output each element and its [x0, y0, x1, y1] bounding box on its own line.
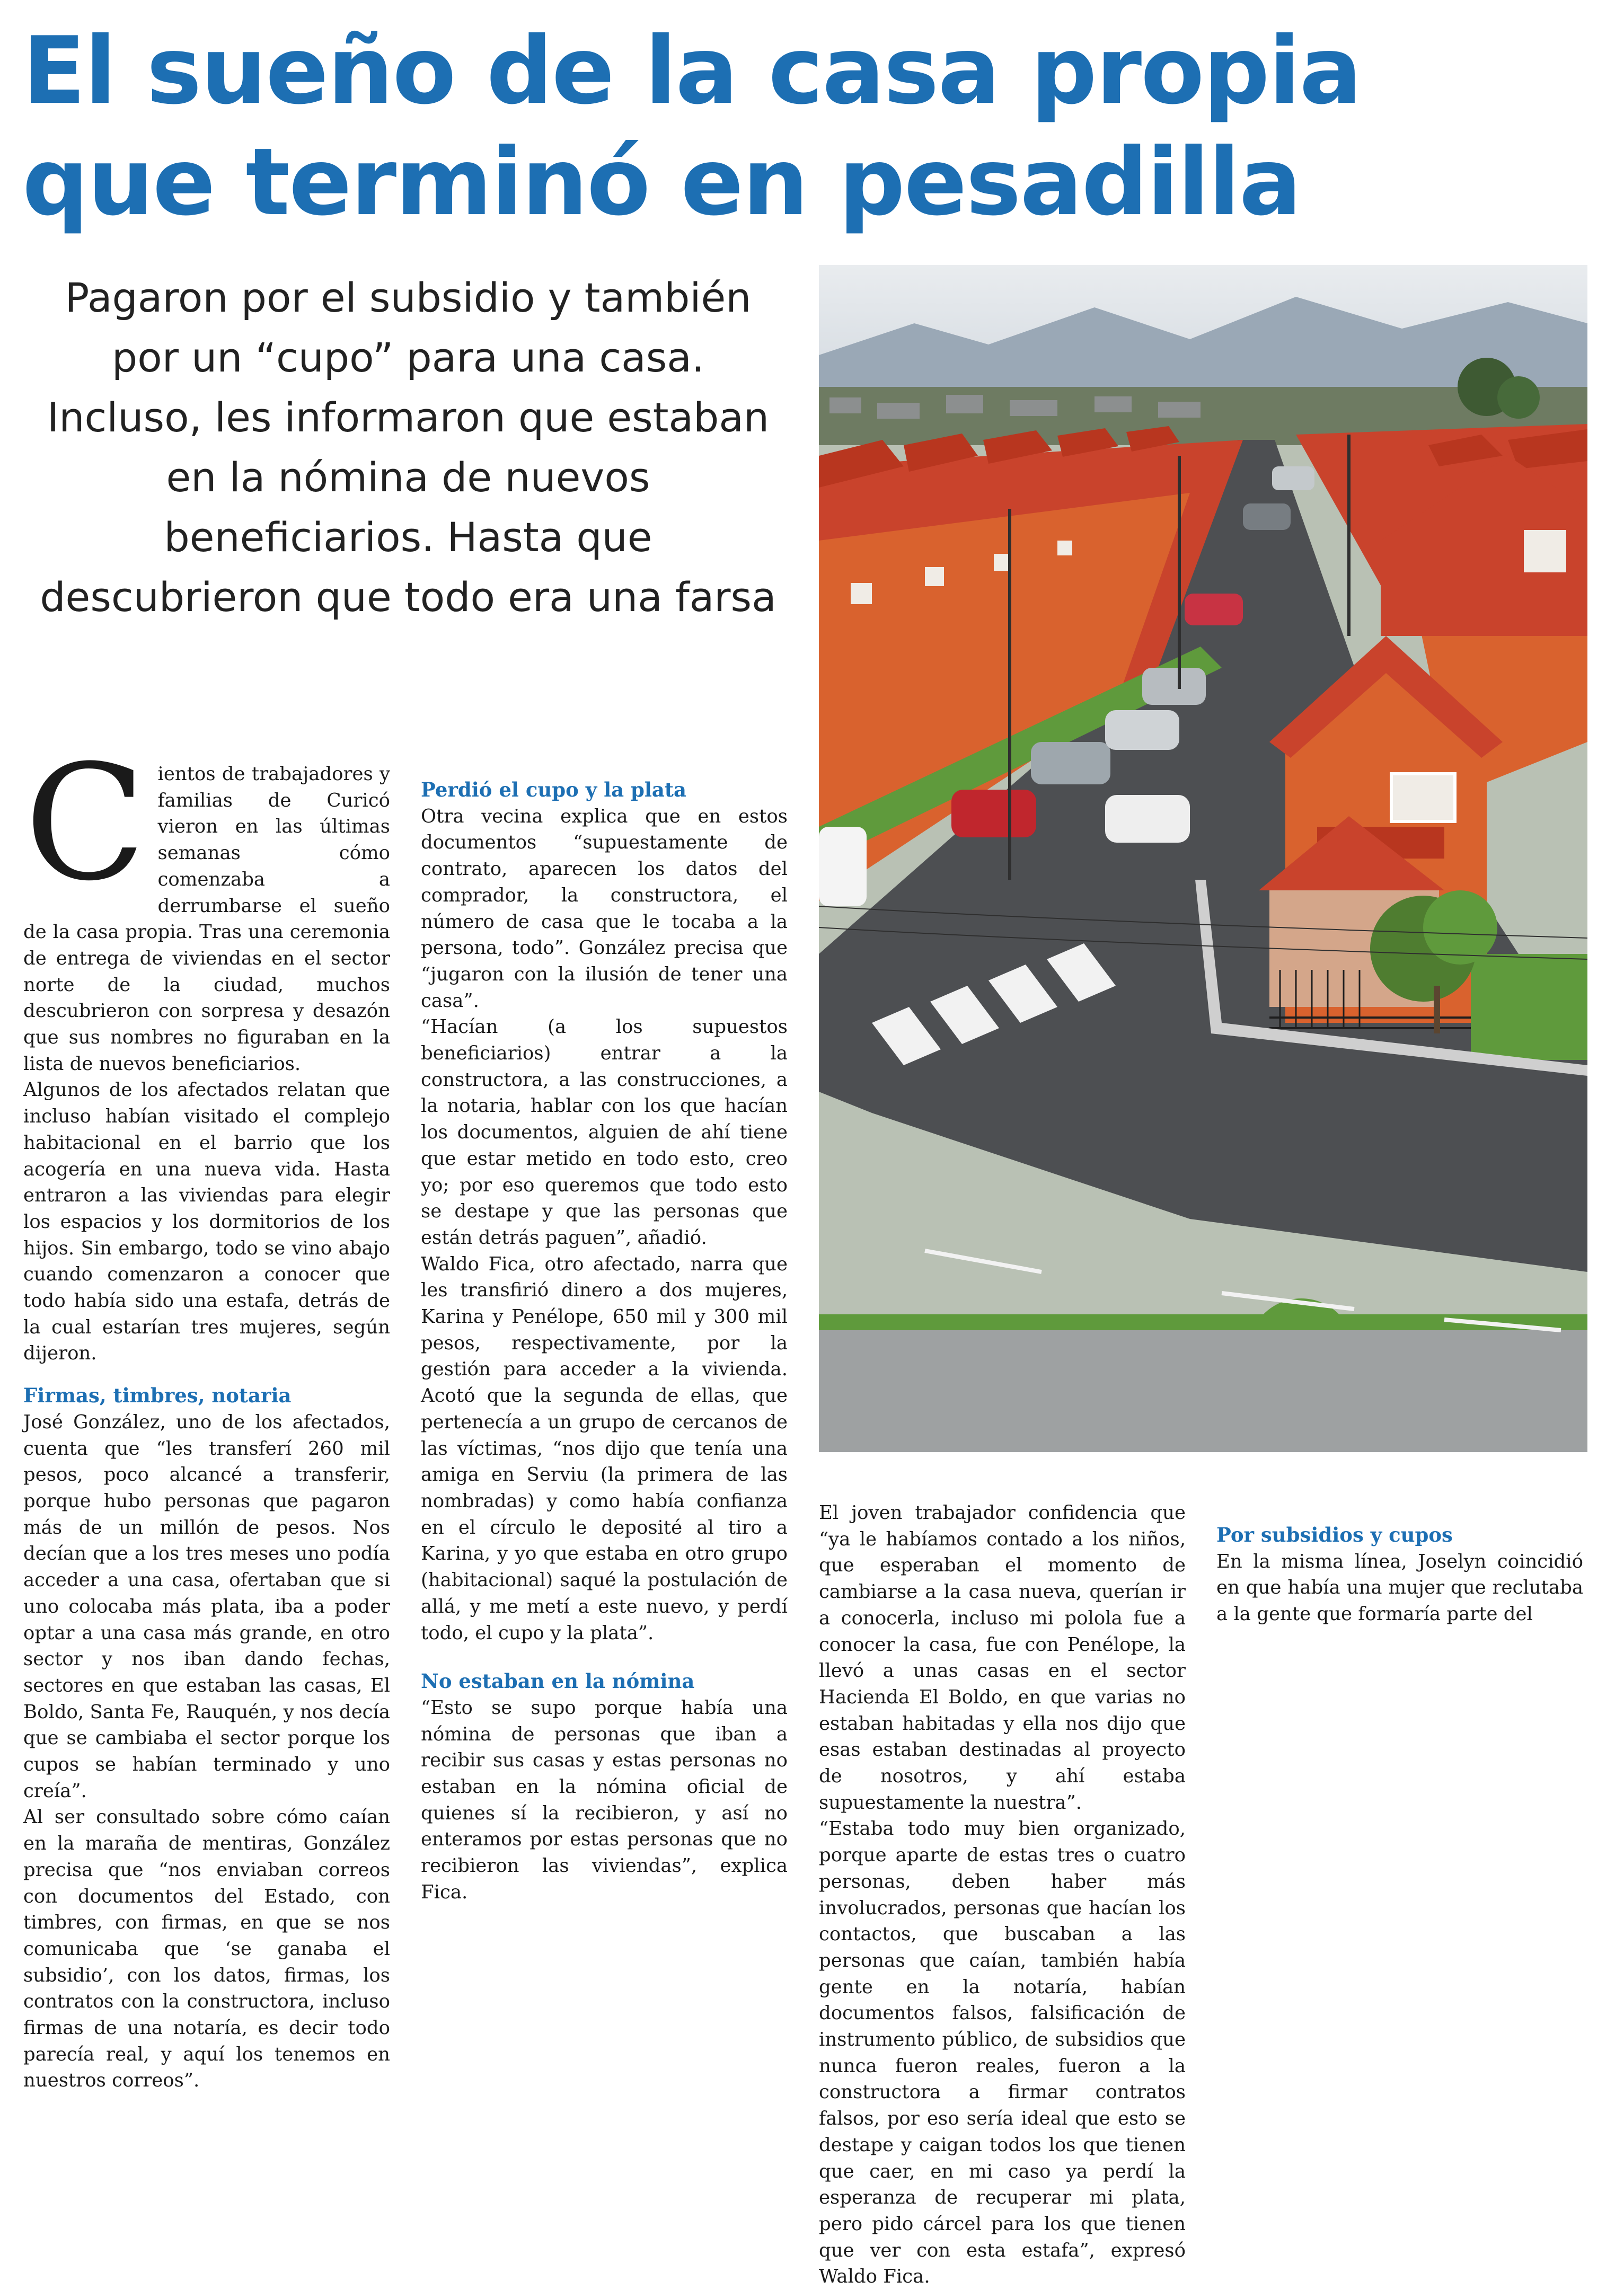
article-column-4 — [1216, 1500, 1583, 1628]
article-column-1 — [23, 731, 390, 2094]
section-heading-no-estaban: No estaban en la nómina — [421, 1669, 695, 1693]
paragraph: El joven trabajador confidencia que “ya le habíamos contado a los niños, que esperaban el momento de cambiarse a la casa nueva, querían ir a conocerla, incluso mi polola fue a conocer la casa, fue con Penélope, la llevó a unas casas en el sector Hacienda El Boldo, en que varias no estaban habitadas y ella nos dijo que esas estaban destinadas al proyecto de nosotros, y ahí estaba supuestamente la nuestra”. — [819, 1502, 1186, 1814]
paragraph: “Esto se supo porque había una nómina de personas que iban a recibir sus casas y estas personas no estaban en la nómina oficial de quienes sí la recibieron, y así no enteramos por estas personas que no recibieron las viviendas”, explica Fica. — [421, 1696, 788, 1903]
paragraph: Otra vecina explica que en estos documentos “supuestamente de contrato, aparecen los datos del comprador, la constructora, el número de casa que le tocaba a la persona, todo”. González precisa que “jugaron con la ilusión de tener una casa”. — [421, 805, 788, 1012]
paragraph: Al ser consultado sobre cómo caían en la maraña de mentiras, González precisa que “nos enviaban correos con documentos del Estado, con timbres, con firmas, en que se nos comunicaba que ‘se ganaba el subsidio’, con los datos, firmas, los contratos con la constructora, incluso firmas de una notaría, es decir todo parecía real, y aquí los tenemos en nuestros correos”. — [23, 1806, 390, 2092]
article-column-3 — [819, 1500, 1186, 2290]
intro-paragraph — [23, 731, 390, 1077]
section-heading-perdio-cupo: Perdió el cupo y la plata — [421, 778, 686, 801]
deck-subheading: Pagaron por el subsidio y también por un “cupo” para una casa. Incluso, les informaron que estaban en la nómina de nuevos beneficiarios. Hasta que descubrieron que todo era una farsa — [40, 274, 776, 621]
housing-street-illustration — [819, 265, 1587, 1452]
article-photo — [819, 265, 1587, 1452]
headline-line-2: que terminó en pesadilla — [22, 129, 1301, 236]
paragraph: Waldo Fica, otro afectado, narra que les transfirió dinero a dos mujeres, Karina y Penélope, 650 mil y 300 mil pesos, respectivamente, por la gestión para acceder a la vivienda. Acotó que la segunda de ellas, que pertenecía a un grupo de cercanos de las víctimas, “nos dijo que tenía una amiga en Serviu (la primera de las nombradas) y como había confianza en el círculo le deposité al tiro a Karina, y yo que estaba en otro grupo (habitacional) saqué la postulación de allá, y me metí a este nuevo, y perdí todo, el cupo y la plata”. — [421, 1253, 788, 1644]
intro-text: ientos de trabajadores y familias de Curicó vieron en las últimas semanas cómo comenzaba a derrumbarse el sueño de la casa propia. Tras una ceremonia de entrega de viviendas en el sector norte de la ciudad, muchos descubrieron con sorpresa y desazón que sus nombres no figuraban en la lista de nuevos beneficiarios. — [23, 763, 390, 1075]
paragraph: José González, uno de los afectados, cuenta que “les transferí 260 mil pesos, poco alcancé a transferir, porque hubo personas que pagaron más de un millón de pesos. Nos decían que a los tres meses uno podía acceder a una casa, ofertaban que si uno colocaba más plata, iba a poder optar a una casa más grande, en otro sector y nos iban dando fechas, sectores en que estaban las casas, El Boldo, Santa Fe, Rauquén, y nos decía que se cambiaba el sector porque los cupos se habían terminado y uno creía”. — [23, 1411, 390, 1802]
article-column-2 — [421, 761, 788, 1906]
paragraph: Algunos de los afectados relatan que incluso habían visitado el complejo habitacional en el barrio que los acogería en una nueva vida. Hasta entraron a las viviendas para elegir los espacios y los dormitorios de los hijos. Sin embargo, todo se vino abajo cuando comenzaron a conocer que todo había sido una estafa, detrás de la cual estarían tres mujeres, según dijeron. — [23, 1079, 390, 1365]
paragraph: “Estaba todo muy bien organizado, porque aparte de estas tres o cuatro personas, deben haber más involucrados, personas que hacían los contactos, que buscaban a las personas que caían, también había gente en la notaría, habían documentos falsos, falsificación de instrumento público, de subsidios que nunca fueron reales, fueron a la constructora a firmar contratos falsos, por eso sería ideal que esto se destape y caigan todos los que tienen que caer, en mi caso ya perdí la esperanza de recuperar mi plata, pero pido cárcel para los que tienen que ver con esta estafa”, expresó Waldo Fica. — [819, 1818, 1186, 2288]
section-heading-firmas: Firmas, timbres, notaria — [23, 1384, 292, 1408]
paragraph: “Hacían (a los supuestos beneficiarios) entrar a la constructora, a las construcciones, a la notaria, hablar con los que hacían los documentos, alguien de ahí tiene que estar metido en todo esto, creo yo; por eso queremos que todo esto se destape y que las personas que están detrás paguen”, añadió. — [421, 1016, 788, 1249]
headline — [22, 16, 1453, 238]
paragraph: En la misma línea, Joselyn coincidió en que había una mujer que reclutaba a la gente que formaría parte del — [1216, 1550, 1583, 1625]
headline-line-1: El sueño de la casa propia — [22, 17, 1361, 125]
drop-cap: C — [24, 731, 146, 916]
section-heading-subsidios-cupos: Por subsidios y cupos — [1216, 1523, 1453, 1546]
